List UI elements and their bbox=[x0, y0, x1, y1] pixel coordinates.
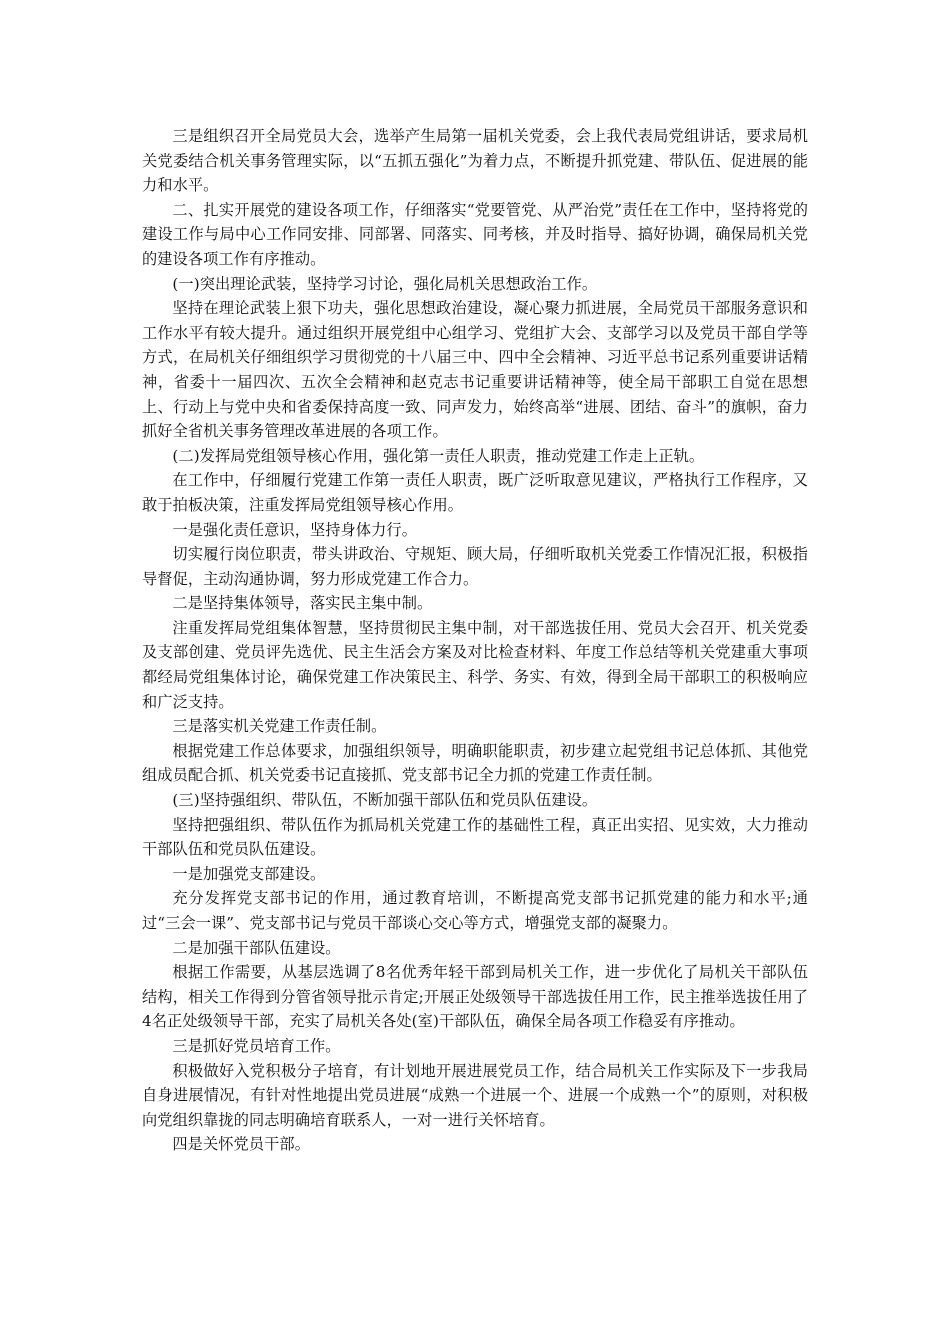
paragraph: 积极做好入党积极分子培育，有计划地开展进展党员工作，结合局机关工作实际及下一步我局自身进展情况，有针对性地提出党员进展“成熟一个进展一个、进展一个成熟一个”的原则，对积极向党组织靠拢的同志明确培育联系人，一对一进行关怀培育。 bbox=[142, 1061, 808, 1129]
point-heading: 三是抓好党员培育工作。 bbox=[172, 1036, 341, 1055]
paragraph: 切实履行岗位职责，带头讲政治、守规矩、顾大局，仔细听取机关党委工作情况汇报，积极指导督促，主动沟通协调，努力形成党建工作合力。 bbox=[142, 545, 808, 588]
subsection-heading: (二)发挥局党组领导核心作用，强化第一责任人职责，推动党建工作走上正轨。 bbox=[172, 446, 705, 465]
subsection-heading: (三)坚持强组织、带队伍，不断加强干部队伍和党员队伍建设。 bbox=[172, 791, 598, 810]
paragraph: 根据党建工作总体要求，加强组织领导，明确职能职责，初步建立起党组书记总体抓、其他党组成员配合抓、机关党委书记直接抓、党支部书记全力抓的党建工作责任制。 bbox=[142, 741, 808, 785]
paragraph: 坚持在理论武装上狠下功夫，强化思想政治建设，凝心聚力抓进展，全局党员干部服务意识和工作水平有较大提升。通过组织开展党组中心组学习、党组扩大会、支部学习以及党员干部自学等方式，在局机关仔细组织学习贯彻党的十八届三中、四中全会精神、习近平总书记系列重要讲话精神，省委十一届四次、五次全会精神和赵克志书记重要讲话精神等，使全局干部职工自觉在思想上、行动上与党中央和省委保持高度一致、同声发力，始终高举“进展、团结、奋斗”的旗帜，奋力抓好全省机关事务管理改革进展的各项工作。 bbox=[142, 299, 808, 441]
point-heading: 一是加强党支部建设。 bbox=[172, 864, 326, 883]
paragraph: 在工作中，仔细履行党建工作第一责任人职责，既广泛听取意见建议，严格执行工作程序，又敢于拍板决策，注重发挥局党组领导核心作用。 bbox=[142, 471, 808, 514]
paragraph: 注重发挥局党组集体智慧，坚持贯彻民主集中制，对干部选拔任用、党员大会召开、机关党委及支部创建、党员评先选优、民主生活会方案及对比检查材料、年度工作总结等机关党建重大事项都经局党组集体讨论，确保党建工作决策民主、科学、务实、有效，得到全局干部职工的积极响应和广泛支持。 bbox=[142, 618, 808, 711]
point-heading: 四是关怀党员干部。 bbox=[172, 1135, 310, 1154]
point-heading: 二是坚持集体领导，落实民主集中制。 bbox=[172, 594, 433, 613]
paragraph: 根据工作需要，从基层选调了8名优秀年轻干部到局机关工作，进一步优化了局机关干部队伍结构，相关工作得到分管省领导批示肯定;开展正处级领导干部选拔任用工作，民主推举选拔任用了4名正处级领导干部，充实了局机关各处(室)干部队伍，确保全局各项工作稳妥有序推动。 bbox=[142, 963, 808, 1031]
subsection-heading: (一)突出理论武装，坚持学习讨论，强化局机关思想政治工作。 bbox=[172, 274, 598, 293]
paragraph: 坚持把强组织、带队伍作为抓局机关党建工作的基础性工程，真正出实招、见实效，大力推动干部队伍和党员队伍建设。 bbox=[142, 815, 808, 859]
paragraph: 充分发挥党支部书记的作用，通过教育培训，不断提高党支部书记抓党建的能力和水平;通过“三会一课”、党支部书记与党员干部谈心交心等方式，增强党支部的凝聚力。 bbox=[142, 889, 808, 932]
point-heading: 二是加强干部队伍建设。 bbox=[172, 938, 341, 957]
point-heading: 三是落实机关党建工作责任制。 bbox=[172, 717, 387, 736]
section-heading: 二、扎实开展党的建设各项工作，仔细落实“党要管党、从严治党”责任在工作中，坚持将党的建设工作与局中心工作同安排、同部署、同落实、同考核，并及时指导、搞好协调，确保局机关党的建设各项工作有序推动。 bbox=[142, 200, 808, 268]
paragraph: 三是组织召开全局党员大会，选举产生局第一届机关党委，会上我代表局党组讲话，要求局机关党委结合机关事务管理实际，以“五抓五强化”为着力点，不断提升抓党建、带队伍、促进展的能力和水平。 bbox=[142, 127, 808, 195]
point-heading: 一是强化责任意识，坚持身体力行。 bbox=[172, 520, 417, 539]
